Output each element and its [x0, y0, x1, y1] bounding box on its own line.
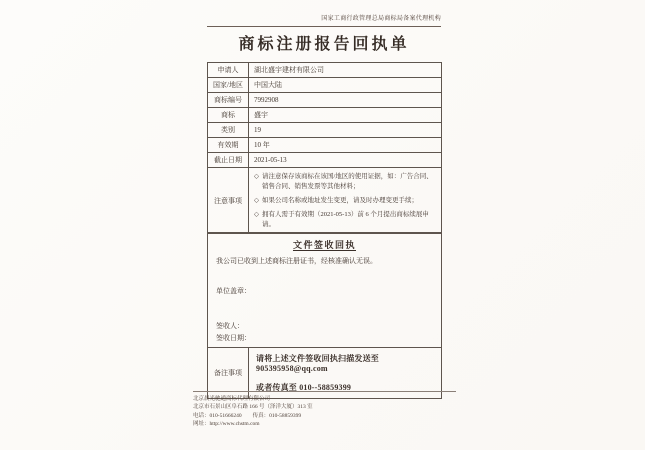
sign-date-label: 签收日期：	[216, 334, 251, 342]
footer-address: 北京市石景山区阜石路 166 号（泽洋大厦）313 室	[193, 404, 313, 411]
row-label-trademark: 商标	[208, 108, 249, 123]
row-value-trademark-number: 7992908	[249, 93, 442, 108]
receipt-confirmation-text: 我公司已收到上述商标注册证书，经核准确认无误。	[216, 257, 377, 265]
table-row	[208, 63, 442, 78]
footer-phone-fax: 电话：010-51666240 传真：010-58859399	[193, 412, 302, 419]
table-row	[208, 138, 442, 153]
diamond-bullet-icon: ◇	[254, 197, 259, 205]
diamond-bullet-icon: ◇	[254, 173, 259, 180]
note-item	[254, 196, 436, 206]
row-label-validity: 有效期	[208, 138, 249, 153]
remark-fax-instruction: 或者传真至 010--58859399	[256, 383, 352, 392]
table-row-notes	[208, 168, 442, 234]
row-value-applicant: 湖北盛宇建材有限公司	[249, 63, 442, 78]
note-item	[254, 172, 436, 192]
trademark-info-table	[207, 62, 442, 234]
company-seal-label: 单位盖章：	[216, 287, 251, 295]
row-label-deadline: 截止日期	[208, 153, 249, 168]
table-row	[208, 78, 442, 93]
diamond-bullet-icon: ◇	[254, 211, 259, 219]
table-row	[208, 93, 442, 108]
row-value-country: 中国大陆	[249, 78, 442, 93]
row-label-class: 类别	[208, 123, 249, 138]
note-text: 如果公司名称或地址发生变更，请及时办理变更手续；	[262, 197, 418, 205]
page-title: 商标注册报告回执单	[238, 36, 410, 53]
note-item	[254, 210, 436, 230]
row-label-notes: 注意事项	[208, 168, 249, 234]
table-row	[208, 123, 442, 138]
note-text: 请注意保存该商标在该国/地区的使用证据，如：广告合同、销售合同、销售发票等其他材料；	[262, 173, 433, 191]
note-text: 拥有人需于有效期（2021-05-13）前 6 个月提出商标续展申请。	[262, 211, 429, 229]
row-label-applicant: 申请人	[208, 63, 249, 78]
row-value-class: 19	[249, 123, 442, 138]
table-row	[208, 108, 442, 123]
notes-cell	[249, 168, 442, 234]
remark-label: 备注事项	[208, 348, 249, 399]
table-row	[208, 153, 442, 168]
row-label-trademark-number: 商标编号	[208, 93, 249, 108]
receipt-cell	[208, 233, 442, 348]
remark-send-instruction: 请将上述文件签收回执扫描发送至 905395958@qq.com	[256, 354, 379, 373]
footer-company-name: 北京晨光驰通商标代理有限公司	[193, 396, 271, 402]
row-value-deadline: 2021-05-13	[249, 153, 442, 168]
signer-label: 签收人：	[216, 322, 244, 330]
footer-website: 网址：http://www.chstm.com	[193, 420, 260, 427]
row-label-country: 国家/地区	[208, 78, 249, 93]
receipt-table	[207, 232, 442, 399]
agency-accreditation-note: 国家工商行政管理总局商标局备案代理机构	[207, 13, 441, 27]
row-value-validity: 10 年	[249, 138, 442, 153]
receipt-section-title: 文件签收回执	[292, 240, 356, 250]
receipt-row	[208, 233, 442, 348]
agency-footer	[193, 391, 456, 428]
row-value-trademark: 盛宇	[249, 108, 442, 123]
